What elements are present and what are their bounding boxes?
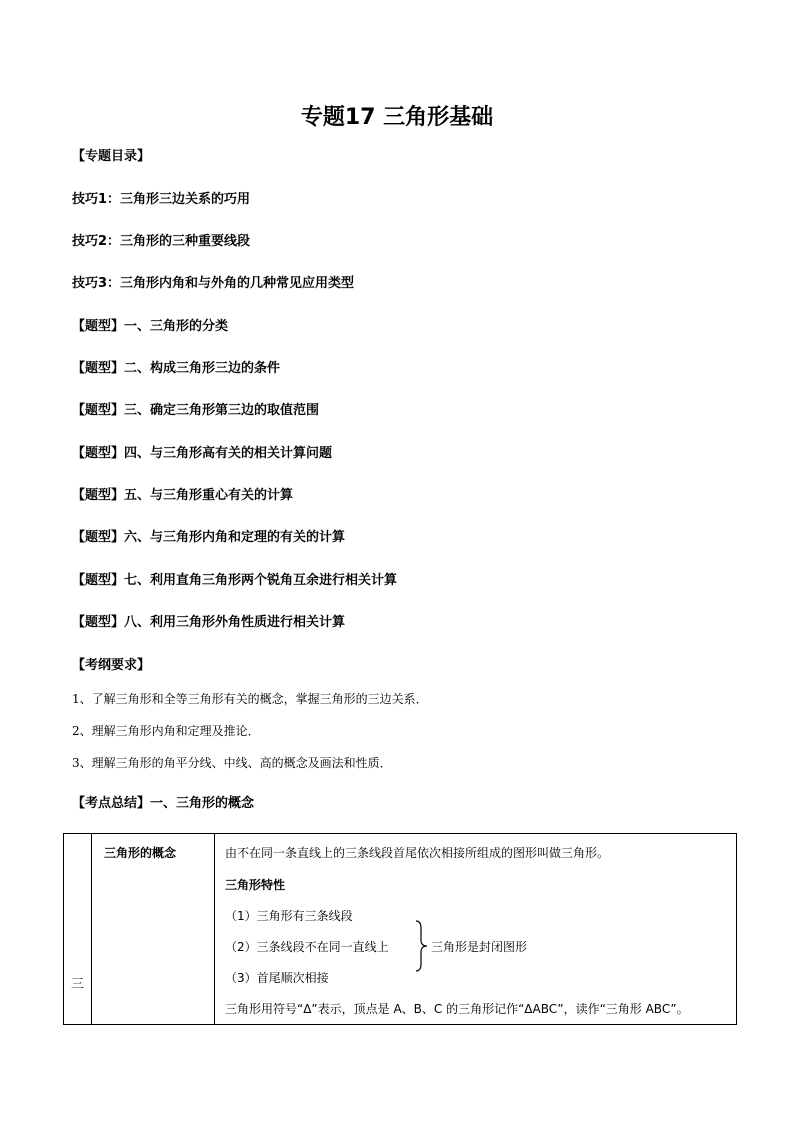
term-label: 三角形的概念 [104, 846, 177, 860]
requirement-2: 2、理解三角形内角和定理及推论． [72, 724, 260, 738]
requirements-heading: 【考纲要求】 [72, 658, 151, 673]
table-cell-term [92, 834, 215, 1025]
toc-skill-2: 技巧2：三角形的三种重要线段 [72, 234, 251, 249]
toc-skill-1: 技巧1：三角形三边关系的巧用 [72, 192, 251, 207]
toc-type-1: 【题型】一、三角形的分类 [72, 319, 229, 334]
toc-heading: 【专题目录】 [72, 149, 151, 164]
feature-item-2: （2）三条线段不在同一直线上 [225, 940, 389, 954]
toc-type-5: 【题型】五、与三角形重心有关的计算 [72, 488, 294, 503]
toc-skill-3: 技巧3：三角形内角和与外角的几种常见应用类型 [72, 276, 355, 291]
feature-item-3: （3）首尾顺次相接 [225, 971, 329, 985]
notation-text: 三角形用符号“Δ”表示，顶点是 A、B、C 的三角形记作“ΔABC”，读作“三角形 ABC”。 [225, 1002, 689, 1016]
feature-item-1: （1）三角形有三条线段 [225, 909, 353, 923]
toc-type-4: 【题型】四、与三角形高有关的相关计算问题 [72, 446, 333, 461]
table-cell-category [64, 834, 92, 1025]
feature-heading: 三角形特性 [225, 878, 286, 892]
requirement-1: 1、了解三角形和全等三角形有关的概念，掌握三角形的三边关系． [72, 692, 428, 706]
page-title: 专题17 三角形基础 [300, 105, 494, 130]
summary-heading: 【考点总结】一、三角形的概念 [72, 796, 255, 811]
requirement-3: 3、理解三角形的角平分线、中线、高的概念及画法和性质． [72, 756, 392, 770]
toc-type-6: 【题型】六、与三角形内角和定理的有关的计算 [72, 530, 346, 545]
toc-type-2: 【题型】二、构成三角形三边的条件 [72, 361, 281, 376]
concept-table [63, 833, 737, 1025]
definition-text: 由不在同一条直线上的三条线段首尾依次相接所组成的图形叫做三角形。 [225, 846, 610, 860]
toc-type-8: 【题型】八、利用三角形外角性质进行相关计算 [72, 615, 346, 630]
toc-type-3: 【题型】三、确定三角形第三边的取值范围 [72, 403, 320, 418]
brace-label: 三角形是封闭图形 [431, 940, 528, 954]
curly-brace-icon [415, 920, 429, 972]
table-cell-content [215, 834, 737, 1025]
toc-type-7: 【题型】七、利用直角三角形两个锐角互余进行相关计算 [72, 573, 398, 588]
category-label: 三 [70, 977, 84, 992]
